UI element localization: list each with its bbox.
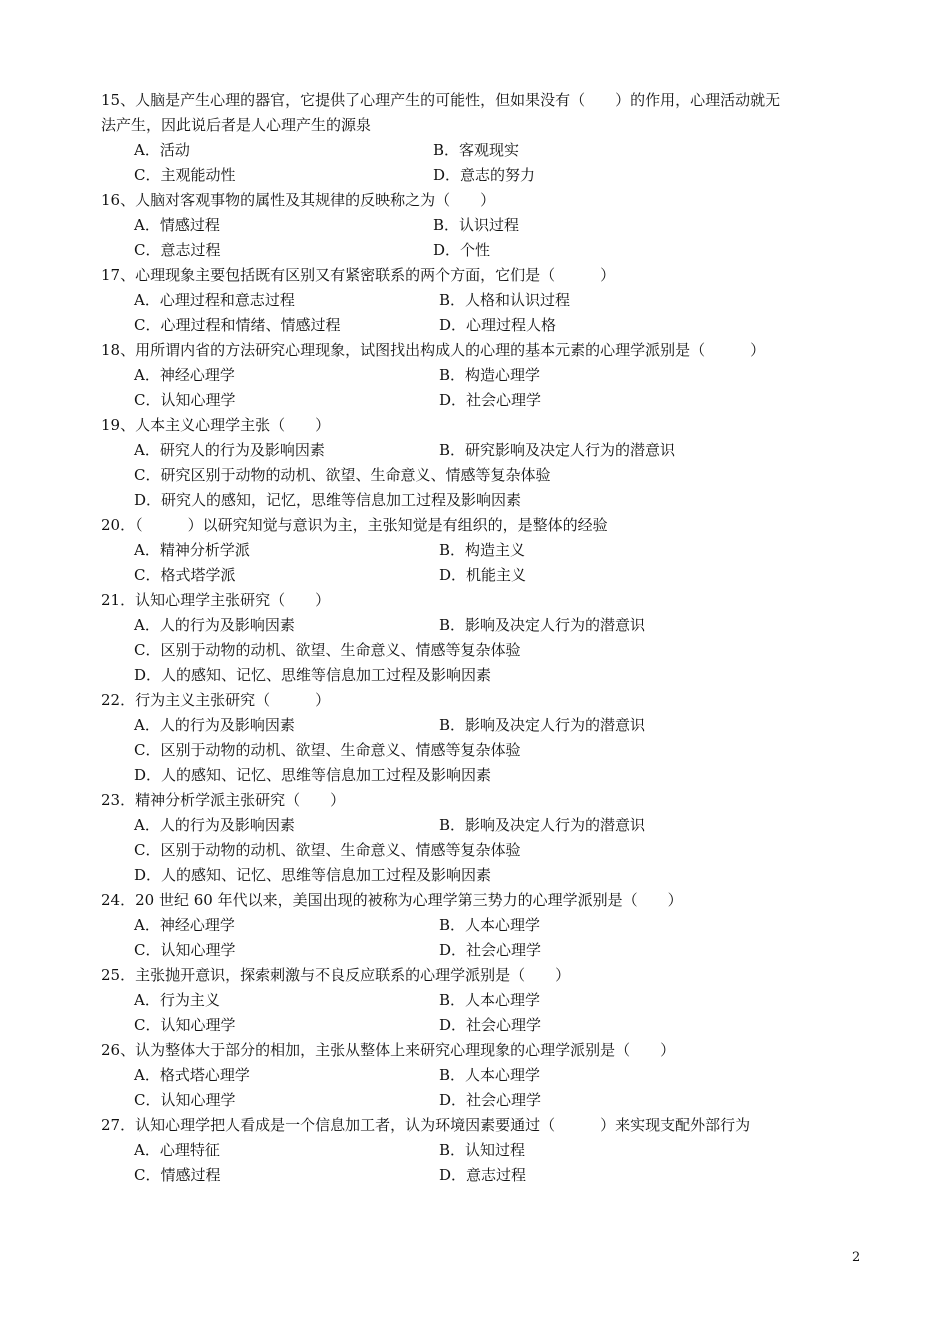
option-row <box>101 138 871 163</box>
question-item <box>101 263 871 338</box>
option-row <box>101 563 871 588</box>
option-row <box>101 213 871 238</box>
answer-option: B．人格和认识过程 <box>439 291 571 309</box>
answer-option: C．认知心理学 <box>134 391 236 409</box>
answer-option: B．人本心理学 <box>439 1066 541 1084</box>
answer-option: C．主观能动性 <box>134 166 236 184</box>
question-stem: 15、人脑是产生心理的器官，它提供了心理产生的可能性，但如果没有（ ）的作用，心理活动就无 <box>101 91 781 109</box>
question-item <box>101 338 871 413</box>
answer-option: C．认知心理学 <box>134 1091 236 1109</box>
option-row <box>101 1138 871 1163</box>
question-stem: 23．精神分析学派主张研究（ ） <box>101 791 346 809</box>
answer-option: D．社会心理学 <box>439 1091 542 1109</box>
answer-option: D．人的感知、记忆、思维等信息加工过程及影响因素 <box>134 866 492 884</box>
answer-option: C．区别于动物的动机、欲望、生命意义、情感等复杂体验 <box>134 841 521 859</box>
answer-option: B．人本心理学 <box>439 991 541 1009</box>
option-row <box>101 663 871 688</box>
answer-option: C．心理过程和情绪、情感过程 <box>134 316 341 334</box>
question-item <box>101 1038 871 1113</box>
question-stem: 22．行为主义主张研究（ ） <box>101 691 331 709</box>
answer-option: C．认知心理学 <box>134 1016 236 1034</box>
answer-option: B．影响及决定人行为的潜意识 <box>439 616 646 634</box>
question-item <box>101 413 871 513</box>
question-stem: 18、用所谓内省的方法研究心理现象，试图找出构成人的心理的基本元素的心理学派别是（ ） <box>101 341 766 359</box>
option-row <box>101 913 871 938</box>
answer-option: C．区别于动物的动机、欲望、生命意义、情感等复杂体验 <box>134 641 521 659</box>
answer-option: D．机能主义 <box>439 566 527 584</box>
question-stem: 17、心理现象主要包括既有区别又有紧密联系的两个方面，它们是（ ） <box>101 266 616 284</box>
question-stem: 16、人脑对客观事物的属性及其规律的反映称之为（ ） <box>101 191 496 209</box>
question-item <box>101 513 871 588</box>
option-row <box>101 1063 871 1088</box>
answer-option: B．认知过程 <box>439 1141 526 1159</box>
answer-option: D．研究人的感知，记忆，思维等信息加工过程及影响因素 <box>134 491 522 509</box>
answer-option: D．社会心理学 <box>439 1016 542 1034</box>
answer-option: C．区别于动物的动机、欲望、生命意义、情感等复杂体验 <box>134 741 521 759</box>
answer-option: D．心理过程人格 <box>439 316 557 334</box>
answer-option: B．客观现实 <box>433 141 520 159</box>
answer-option: A．研究人的行为及影响因素 <box>134 441 325 459</box>
answer-option: B．认识过程 <box>433 216 520 234</box>
answer-option: D．意志的努力 <box>433 166 536 184</box>
option-row <box>101 538 871 563</box>
answer-option: B．构造主义 <box>439 541 526 559</box>
question-item <box>101 688 871 788</box>
answer-option: A．人的行为及影响因素 <box>134 816 295 834</box>
answer-option: A．神经心理学 <box>134 916 235 934</box>
option-row <box>101 763 871 788</box>
option-row <box>101 613 871 638</box>
answer-option: D．人的感知、记忆、思维等信息加工过程及影响因素 <box>134 666 492 684</box>
answer-option: A．格式塔心理学 <box>134 1066 250 1084</box>
option-row <box>101 288 871 313</box>
option-row <box>101 313 871 338</box>
answer-option: A．心理特征 <box>134 1141 220 1159</box>
answer-option: A．神经心理学 <box>134 366 235 384</box>
question-stem: 21．认知心理学主张研究（ ） <box>101 591 331 609</box>
page-number: 2 <box>852 1250 861 1265</box>
question-stem-continued: 法产生，因此说后者是人心理产生的源泉 <box>101 116 372 134</box>
question-stem: 24．20 世纪 60 年代以来，美国出现的被称为心理学第三势力的心理学派别是（ ） <box>101 891 683 909</box>
question-item <box>101 88 871 188</box>
question-item <box>101 188 871 263</box>
answer-option: B．影响及决定人行为的潜意识 <box>439 816 646 834</box>
option-row <box>101 813 871 838</box>
answer-option: D．社会心理学 <box>439 941 542 959</box>
answer-option: C．情感过程 <box>134 1166 221 1184</box>
answer-option: D．意志过程 <box>439 1166 527 1184</box>
answer-option: D．社会心理学 <box>439 391 542 409</box>
option-row <box>101 1088 871 1113</box>
answer-option: B．影响及决定人行为的潜意识 <box>439 716 646 734</box>
answer-option: B．构造心理学 <box>439 366 541 384</box>
option-row <box>101 1163 871 1188</box>
question-item <box>101 788 871 888</box>
option-row <box>101 713 871 738</box>
answer-option: A．人的行为及影响因素 <box>134 616 295 634</box>
option-row <box>101 238 871 263</box>
option-row <box>101 1013 871 1038</box>
option-row <box>101 638 871 663</box>
question-item <box>101 588 871 688</box>
option-row <box>101 838 871 863</box>
answer-option: D．个性 <box>433 241 491 259</box>
option-row <box>101 463 871 488</box>
option-row <box>101 863 871 888</box>
option-row <box>101 388 871 413</box>
question-item <box>101 963 871 1038</box>
answer-option: A．活动 <box>134 141 190 159</box>
option-row <box>101 363 871 388</box>
question-item <box>101 1113 871 1188</box>
option-row <box>101 938 871 963</box>
answer-option: B．人本心理学 <box>439 916 541 934</box>
option-row <box>101 988 871 1013</box>
question-list <box>101 88 871 1188</box>
answer-option: A．精神分析学派 <box>134 541 250 559</box>
answer-option: D．人的感知、记忆、思维等信息加工过程及影响因素 <box>134 766 492 784</box>
question-item <box>101 888 871 963</box>
option-row <box>101 163 871 188</box>
answer-option: C．意志过程 <box>134 241 221 259</box>
answer-option: A．行为主义 <box>134 991 220 1009</box>
option-row <box>101 738 871 763</box>
option-row <box>101 488 871 513</box>
question-stem: 25．主张抛开意识，探索刺激与不良反应联系的心理学派别是（ ） <box>101 966 571 984</box>
answer-option: A．情感过程 <box>134 216 220 234</box>
question-stem: 27．认知心理学把人看成是一个信息加工者，认为环境因素要通过（ ）来实现支配外部行为 <box>101 1116 751 1134</box>
option-row <box>101 438 871 463</box>
question-stem: 19、人本主义心理学主张（ ） <box>101 416 331 434</box>
answer-option: C．认知心理学 <box>134 941 236 959</box>
answer-option: B．研究影响及决定人行为的潜意识 <box>439 441 676 459</box>
question-stem: 26、认为整体大于部分的相加，主张从整体上来研究心理现象的心理学派别是（ ） <box>101 1041 676 1059</box>
answer-option: C．格式塔学派 <box>134 566 236 584</box>
question-stem: 20．（ ）以研究知觉与意识为主，主张知觉是有组织的，是整体的经验 <box>101 516 608 534</box>
answer-option: A．人的行为及影响因素 <box>134 716 295 734</box>
answer-option: C．研究区别于动物的动机、欲望、生命意义、情感等复杂体验 <box>134 466 551 484</box>
answer-option: A．心理过程和意志过程 <box>134 291 295 309</box>
